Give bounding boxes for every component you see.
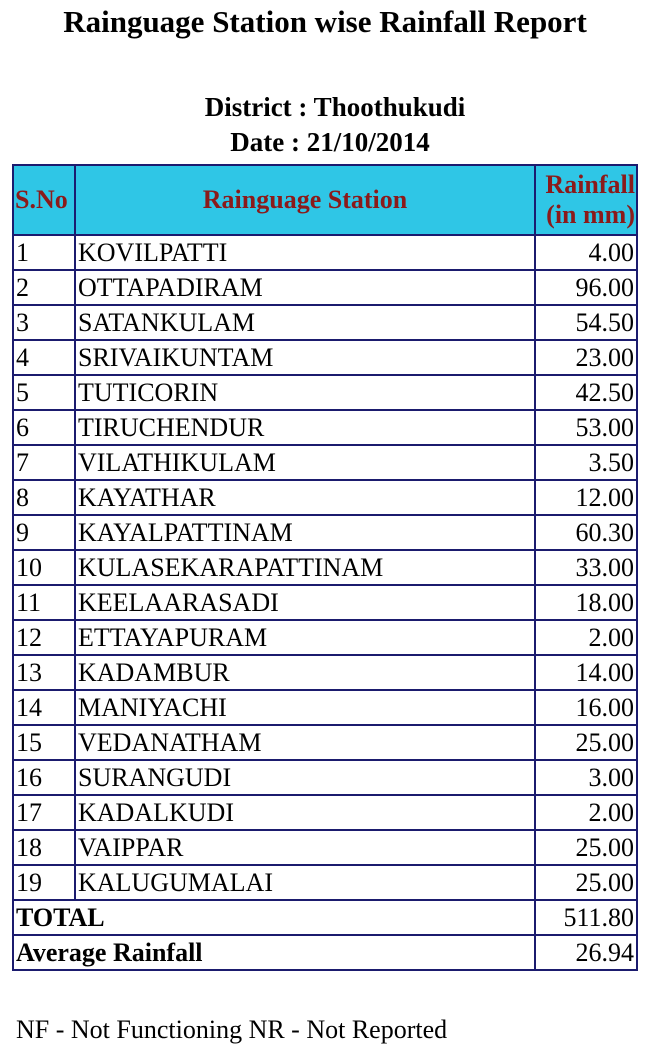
row-rainfall: 3.50	[535, 445, 637, 480]
rainfall-header-line2: (in mm)	[546, 200, 635, 229]
row-station: KEELAARASADI	[75, 585, 535, 620]
total-label: TOTAL	[13, 900, 535, 935]
table-row	[13, 620, 637, 655]
row-station: SATANKULAM	[75, 305, 535, 340]
row-rainfall: 54.50	[535, 305, 637, 340]
table-row	[13, 305, 637, 340]
row-station: OTTAPADIRAM	[75, 270, 535, 305]
row-rainfall: 18.00	[535, 585, 637, 620]
row-station: SURANGUDI	[75, 760, 535, 795]
row-rainfall: 25.00	[535, 865, 637, 900]
row-station: VILATHIKULAM	[75, 445, 535, 480]
row-sno: 15	[13, 725, 75, 760]
table-row	[13, 235, 637, 270]
row-station: KAYATHAR	[75, 480, 535, 515]
row-station: KAYALPATTINAM	[75, 515, 535, 550]
row-station: VAIPPAR	[75, 830, 535, 865]
row-sno: 18	[13, 830, 75, 865]
row-station: KULASEKARAPATTINAM	[75, 550, 535, 585]
row-rainfall: 12.00	[535, 480, 637, 515]
row-sno: 12	[13, 620, 75, 655]
row-sno: 2	[13, 270, 75, 305]
row-sno: 8	[13, 480, 75, 515]
row-sno: 7	[13, 445, 75, 480]
row-rainfall: 25.00	[535, 830, 637, 865]
sno-header: S.No	[13, 165, 75, 235]
station-header: Rainguage Station	[75, 165, 535, 235]
row-sno: 3	[13, 305, 75, 340]
row-sno: 6	[13, 410, 75, 445]
table-header	[13, 165, 637, 235]
average-row	[13, 935, 637, 970]
row-sno: 17	[13, 795, 75, 830]
row-station: MANIYACHI	[75, 690, 535, 725]
row-rainfall: 16.00	[535, 690, 637, 725]
row-rainfall: 60.30	[535, 515, 637, 550]
row-station: KALUGUMALAI	[75, 865, 535, 900]
row-rainfall: 33.00	[535, 550, 637, 585]
row-station: ETTAYAPURAM	[75, 620, 535, 655]
row-station: VEDANATHAM	[75, 725, 535, 760]
rainfall-header-line1: Rainfall	[545, 170, 635, 199]
table-row	[13, 550, 637, 585]
row-station: TUTICORIN	[75, 375, 535, 410]
header-row	[13, 165, 637, 235]
table-row	[13, 725, 637, 760]
total-value: 511.80	[535, 900, 637, 935]
row-rainfall: 3.00	[535, 760, 637, 795]
table-row	[13, 795, 637, 830]
row-sno: 1	[13, 235, 75, 270]
table-row	[13, 865, 637, 900]
table-row	[13, 690, 637, 725]
table-row	[13, 480, 637, 515]
row-sno: 14	[13, 690, 75, 725]
table-row	[13, 515, 637, 550]
row-rainfall: 53.00	[535, 410, 637, 445]
average-label: Average Rainfall	[13, 935, 535, 970]
row-rainfall: 42.50	[535, 375, 637, 410]
report-date: Date : 21/10/2014	[230, 127, 430, 157]
table-row	[13, 445, 637, 480]
row-rainfall: 4.00	[535, 235, 637, 270]
table-summary	[13, 900, 637, 970]
table-row	[13, 585, 637, 620]
row-rainfall: 23.00	[535, 340, 637, 375]
table-row	[13, 655, 637, 690]
row-sno: 16	[13, 760, 75, 795]
rainfall-table	[12, 164, 638, 971]
table-row	[13, 340, 637, 375]
row-rainfall: 96.00	[535, 270, 637, 305]
row-sno: 11	[13, 585, 75, 620]
table-row	[13, 270, 637, 305]
row-sno: 13	[13, 655, 75, 690]
district-label: District : Thoothukudi	[204, 92, 466, 122]
row-sno: 4	[13, 340, 75, 375]
row-station: KOVILPATTI	[75, 235, 535, 270]
row-rainfall: 2.00	[535, 795, 637, 830]
total-row	[13, 900, 637, 935]
row-rainfall: 25.00	[535, 725, 637, 760]
row-station: SRIVAIKUNTAM	[75, 340, 535, 375]
row-sno: 5	[13, 375, 75, 410]
row-sno: 10	[13, 550, 75, 585]
report-title: Rainguage Station wise Rainfall Report	[63, 4, 587, 39]
row-station: TIRUCHENDUR	[75, 410, 535, 445]
table-body	[13, 235, 637, 900]
row-rainfall: 14.00	[535, 655, 637, 690]
row-sno: 19	[13, 865, 75, 900]
table-row	[13, 760, 637, 795]
table-row	[13, 410, 637, 445]
table-row	[13, 375, 637, 410]
rainfall-header	[535, 165, 637, 235]
row-rainfall: 2.00	[535, 620, 637, 655]
row-station: KADAMBUR	[75, 655, 535, 690]
row-sno: 9	[13, 515, 75, 550]
table-row	[13, 830, 637, 865]
row-station: KADALKUDI	[75, 795, 535, 830]
average-value: 26.94	[535, 935, 637, 970]
footnote: NF - Not Functioning NR - Not Reported	[16, 1015, 448, 1044]
